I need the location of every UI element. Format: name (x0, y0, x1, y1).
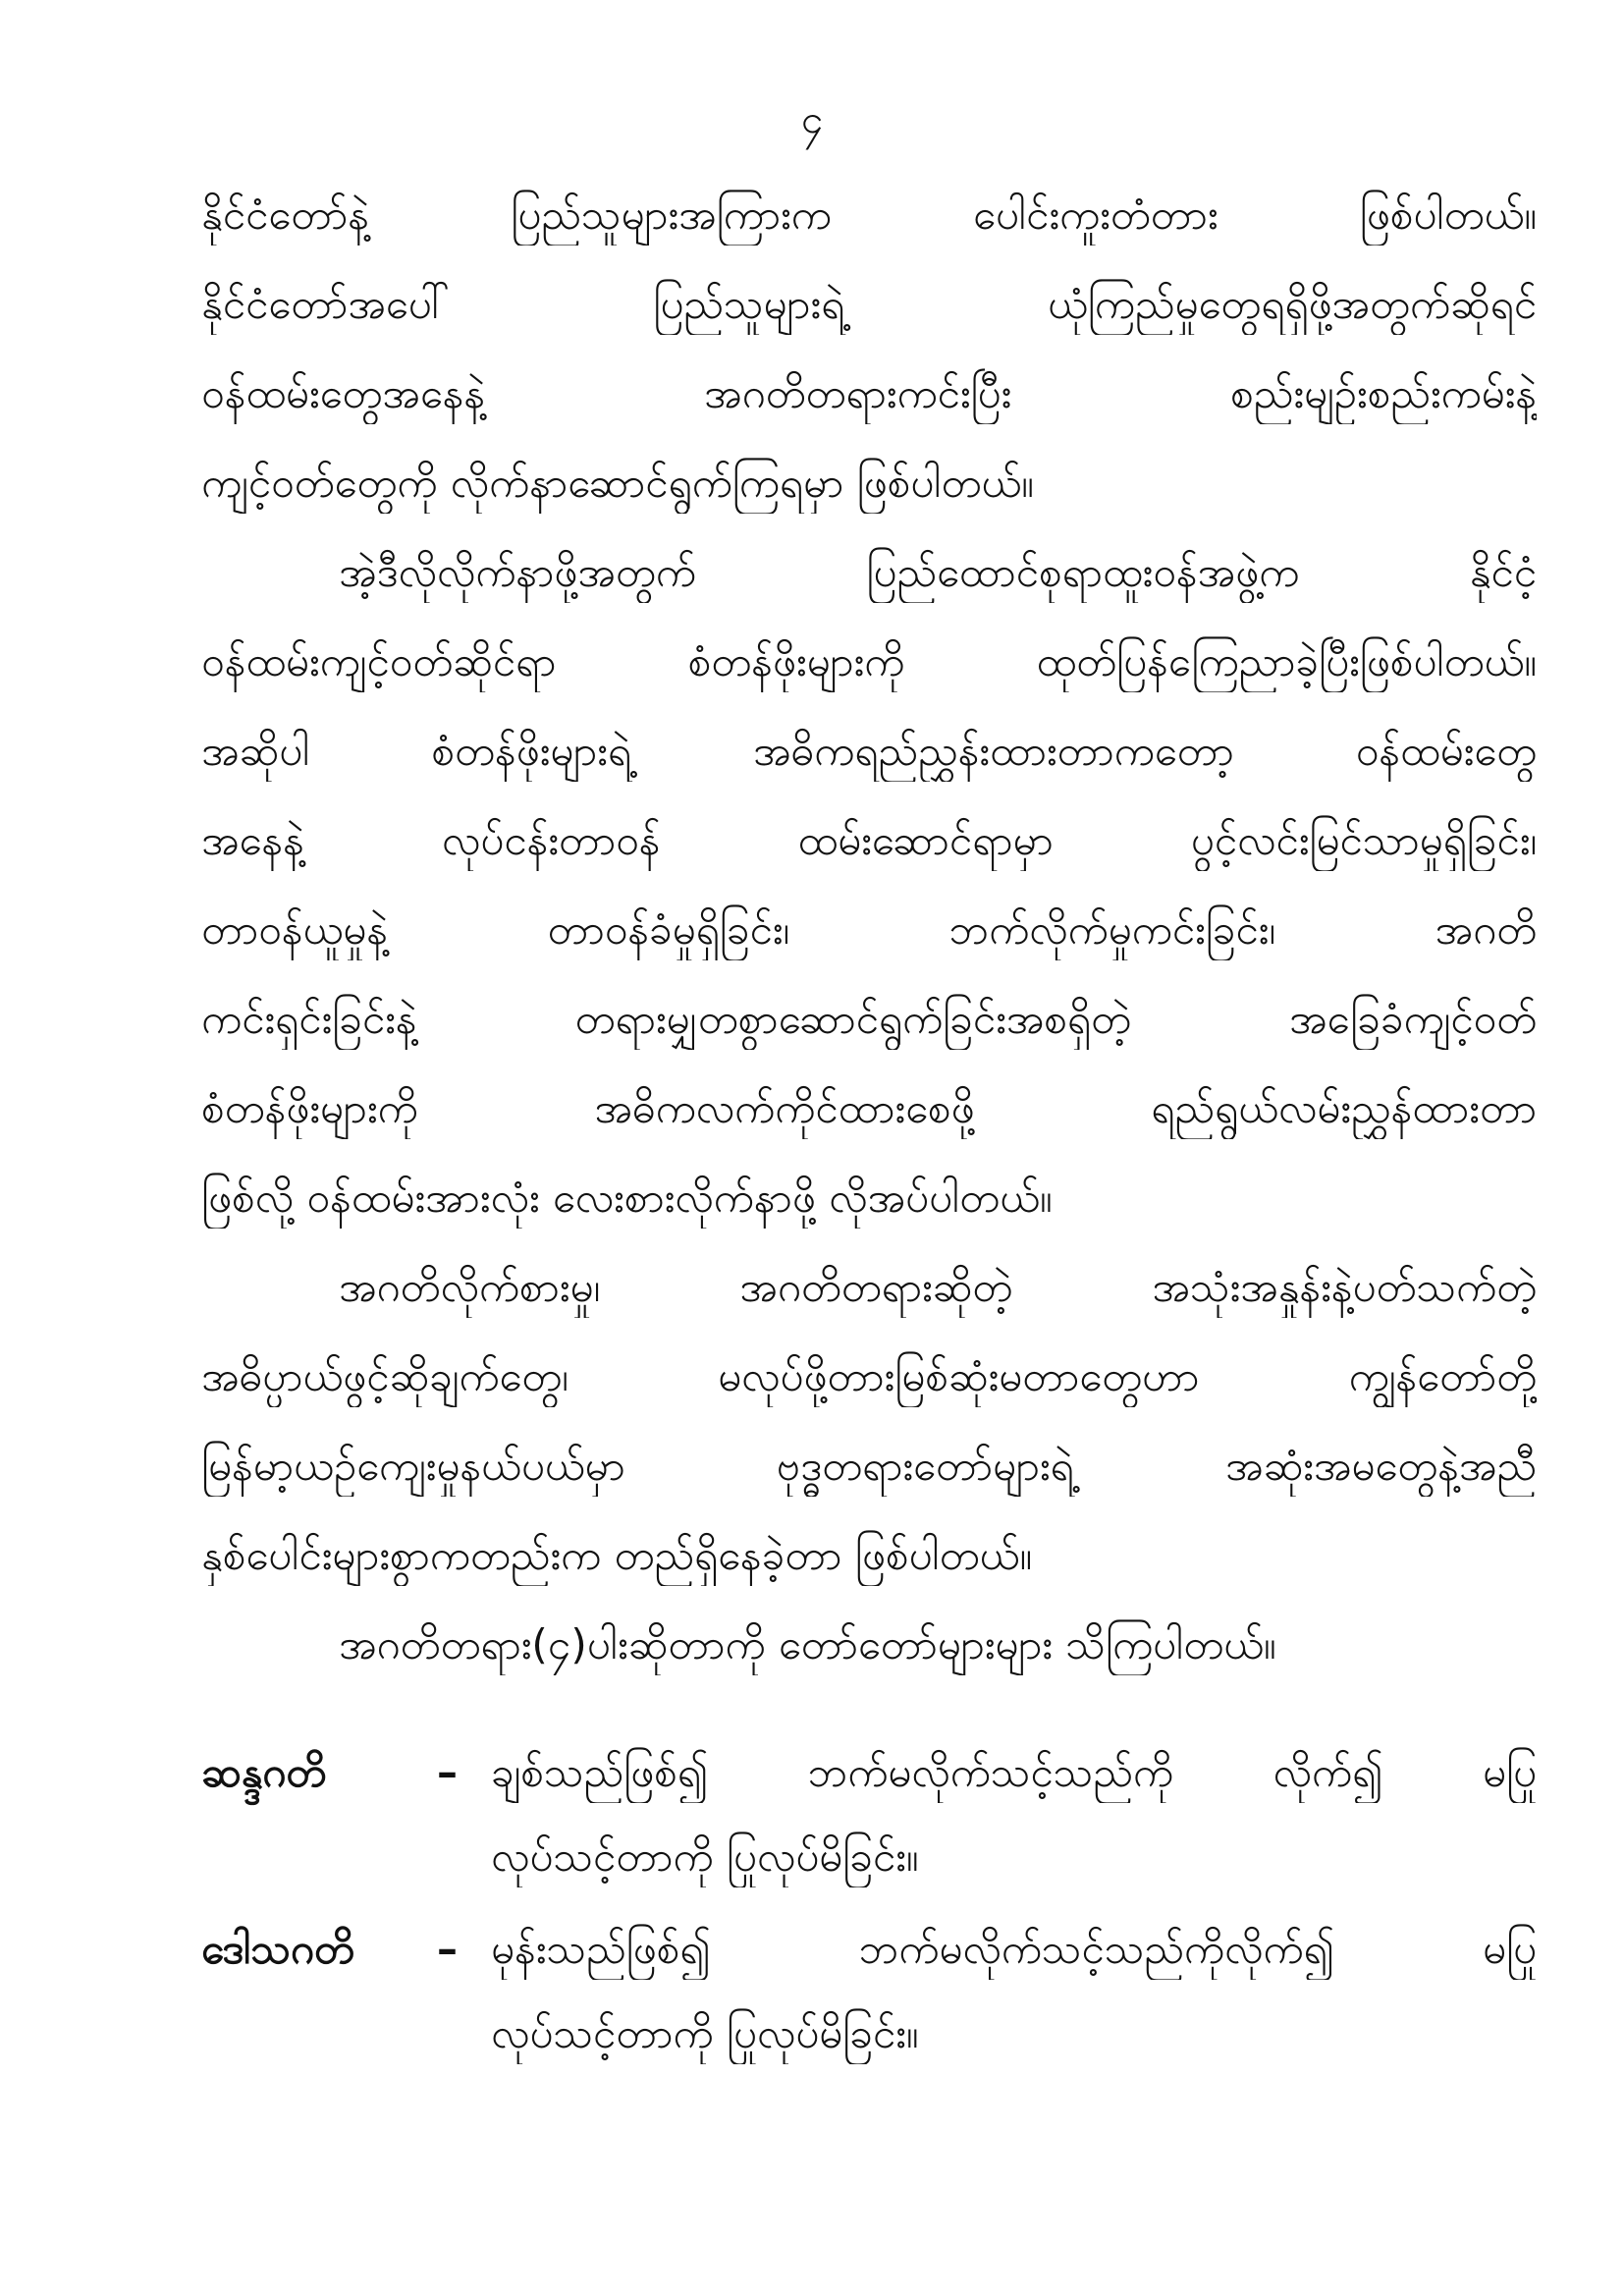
definition-term: ဆန္ဒဂတိ (201, 1748, 327, 1796)
definition-item (201, 1919, 1537, 2076)
definition-line: မုန်းသည်ဖြစ်၍ ဘက်မလိုက်သင့်သည်ကိုလိုက်၍ မပြု (491, 1925, 1537, 1973)
paragraph-line: စံတန်ဖိုးများကို အဓိကလက်ကိုင်ထားစေဖို့ ရည်ရွယ်လမ်းညွှန်ထားတာ (201, 1084, 1537, 1132)
paragraph-line: ဝန်ထမ်းကျင့်ဝတ်ဆိုင်ရာ စံတန်ဖိုးများကို ထုတ်ပြန်ကြေညာခဲ့ပြီးဖြစ်ပါတယ်။ (201, 637, 1537, 685)
paragraph-line: အဆိုပါ စံတန်ဖိုးများရဲ့ အဓိကရည်ညွှန်းထားတာကတော့ ဝန်ထမ်းတွေ (201, 727, 1537, 775)
page-number: ၄ (800, 97, 824, 142)
paragraph-line: အဓိပ္ပာယ်ဖွင့်ဆိုချက်တွေ၊ မလုပ်ဖို့တားမြစ်ဆုံးမတာတွေဟာ ကျွန်တော်တို့ (201, 1352, 1537, 1400)
definition-dash: – (437, 1925, 458, 1973)
paragraph-line: နိုင်ငံတော်အပေါ် ပြည်သူများရဲ့ ယုံကြည်မှုတွေရရှိဖို့အတွက်ဆိုရင် (201, 280, 1537, 328)
definition-term: ဒေါသဂတိ (201, 1925, 354, 1973)
paragraph-line: နိုင်ငံတော်နဲ့ ပြည်သူများအကြားက ပေါင်းကူးတံတား ဖြစ်ပါတယ်။ (201, 191, 1537, 239)
definition-line: လုပ်သင့်တာကို ပြုလုပ်မိခြင်း။ (491, 2009, 919, 2057)
paragraph-line: ဖြစ်လို့ ဝန်ထမ်းအားလုံး လေးစားလိုက်နာဖို့ လိုအပ်ပါတယ်။ (201, 1174, 1053, 1222)
paragraph-line: အဂတိတရား(၄)ပါးဆိုတာကို တော်တော်များများ သိကြပါတယ်။ (339, 1620, 1276, 1668)
paragraph-3 (201, 1257, 1537, 1614)
paragraph-line: အနေနဲ့ လုပ်ငန်းတာဝန် ထမ်းဆောင်ရာမှာ ပွင့်လင်းမြင်သာမှုရှိခြင်း၊ (201, 816, 1537, 864)
definition-line: ချစ်သည်ဖြစ်၍ ဘက်မလိုက်သင့်သည်ကို လိုက်၍ မပြု (491, 1748, 1537, 1796)
paragraph-line: အဂတိလိုက်စားမှု၊ အဂတိတရားဆိုတဲ့ အသုံးအနှုန်းနဲ့ပတ်သက်တဲ့ (339, 1263, 1537, 1311)
definition-line: လုပ်သင့်တာကို ပြုလုပ်မိခြင်း။ (491, 1832, 919, 1881)
paragraph-line: ဝန်ထမ်းတွေအနေနဲ့ အဂတိတရားကင်းပြီး စည်းမျဉ်းစည်းကမ်းနဲ့ (201, 369, 1537, 417)
paragraph-line: ကျင့်ဝတ်တွေကို လိုက်နာဆောင်ရွက်ကြရမှာ ဖြစ်ပါတယ်။ (201, 459, 1034, 507)
paragraph-line: ကင်းရှင်းခြင်းနဲ့ တရားမျှတစွာဆောင်ရွက်ခြင်းအစရှိတဲ့ အခြေခံကျင့်ဝတ် (201, 995, 1537, 1043)
paragraph-line: နှစ်ပေါင်းများစွာကတည်းက တည်ရှိနေခဲ့တာ ဖြစ်ပါတယ်။ (201, 1531, 1033, 1579)
definition-dash: – (437, 1748, 458, 1796)
paragraph-line: မြန်မာ့ယဉ်ကျေးမှုနယ်ပယ်မှာ ဗုဒ္ဓတရားတော်များရဲ့ အဆုံးအမတွေနဲ့အညီ (201, 1442, 1537, 1490)
definition-item (201, 1742, 1537, 1899)
definition-body (491, 1742, 1537, 1911)
paragraph-line: တာဝန်ယူမှုနဲ့ တာဝန်ခံမှုရှိခြင်း၊ ဘက်လိုက်မှုကင်းခြင်း၊ အဂတိ (201, 905, 1537, 954)
paragraph-1 (201, 185, 1537, 542)
paragraph-2 (201, 542, 1537, 1257)
definition-body (491, 1919, 1537, 2088)
paragraph-line: အဲ့ဒီလိုလိုက်နာဖို့အတွက် ပြည်ထောင်စုရာထူးဝန်အဖွဲ့က နိုင်ငံ့ (339, 548, 1537, 596)
paragraph-4 (201, 1614, 1537, 1704)
